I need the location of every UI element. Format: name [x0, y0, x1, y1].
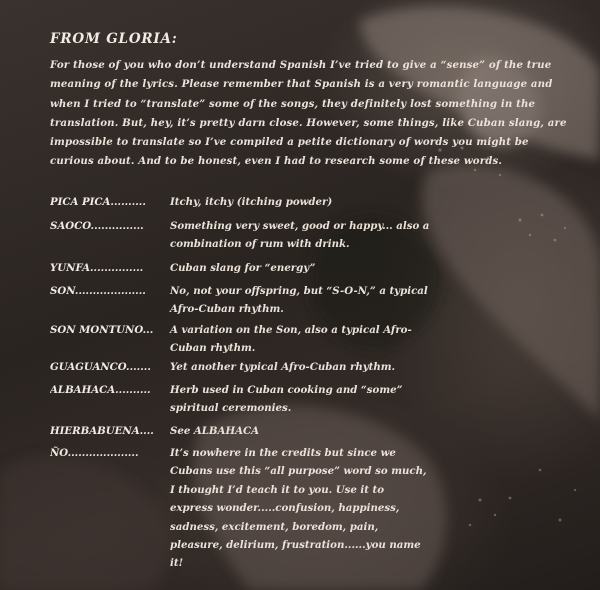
- glossary-definition: See ALBAHACA: [170, 425, 259, 437]
- glossary-term: PICA PICA..........: [50, 196, 146, 208]
- glossary-definition: No, not your offspring, but “S-O-N,” a typical Afro-Cuban rhythm.: [170, 285, 428, 316]
- glossary-definition: Cuban slang for “energy”: [170, 262, 316, 274]
- intro-paragraph: For those of you who don’t understand Spanish I’ve tried to give a “sense” of the true meaning of the lyrics. Please remember that Spanish is a very romantic language and when I tried to “translate” some of the songs, they definitely lost something in the translation. But, hey, it’s pretty darn close. However, some things, like Cuban slang, are impossible to translate so I’ve compiled a petite dictionary of words you might be curious about. And to be honest, even I had to research some of these words.: [50, 59, 567, 168]
- glossary-definition: Yet another typical Afro-Cuban rhythm.: [170, 361, 396, 373]
- glossary-term: ALBAHACA..........: [50, 384, 151, 396]
- glossary-term: HIERBABUENA....: [50, 425, 154, 437]
- glossary-term: GUAGUANCO.......: [50, 361, 151, 373]
- page-heading: FROM GLORIA:: [50, 31, 178, 47]
- glossary-term: SON....................: [50, 285, 146, 297]
- glossary-term: SON MONTUNO...: [50, 324, 154, 336]
- glossary-term: ÑO....................: [50, 447, 139, 459]
- glossary-definition: Itchy, itchy (itching powder): [170, 196, 333, 208]
- glossary-definition: Something very sweet, good or happy... also a combination of rum with drink.: [170, 220, 430, 251]
- glossary-term: YUNFA...............: [50, 262, 144, 274]
- glossary-definition: A variation on the Son, also a typical Afro-Cuban rhythm.: [170, 324, 412, 355]
- glossary-definition: It’s nowhere in the credits but since we Cubans use this “all purpose” word so much, I thought I’d teach it to you. Use it to express wonder.....confusion, happiness, sadness, excitement, boredom, pain, pleasure, delirium, frustration......you name it!: [170, 447, 427, 570]
- glossary-term: SAOCO...............: [50, 220, 144, 232]
- glossary-definition: Herb used in Cuban cooking and “some” spiritual ceremonies.: [170, 384, 403, 415]
